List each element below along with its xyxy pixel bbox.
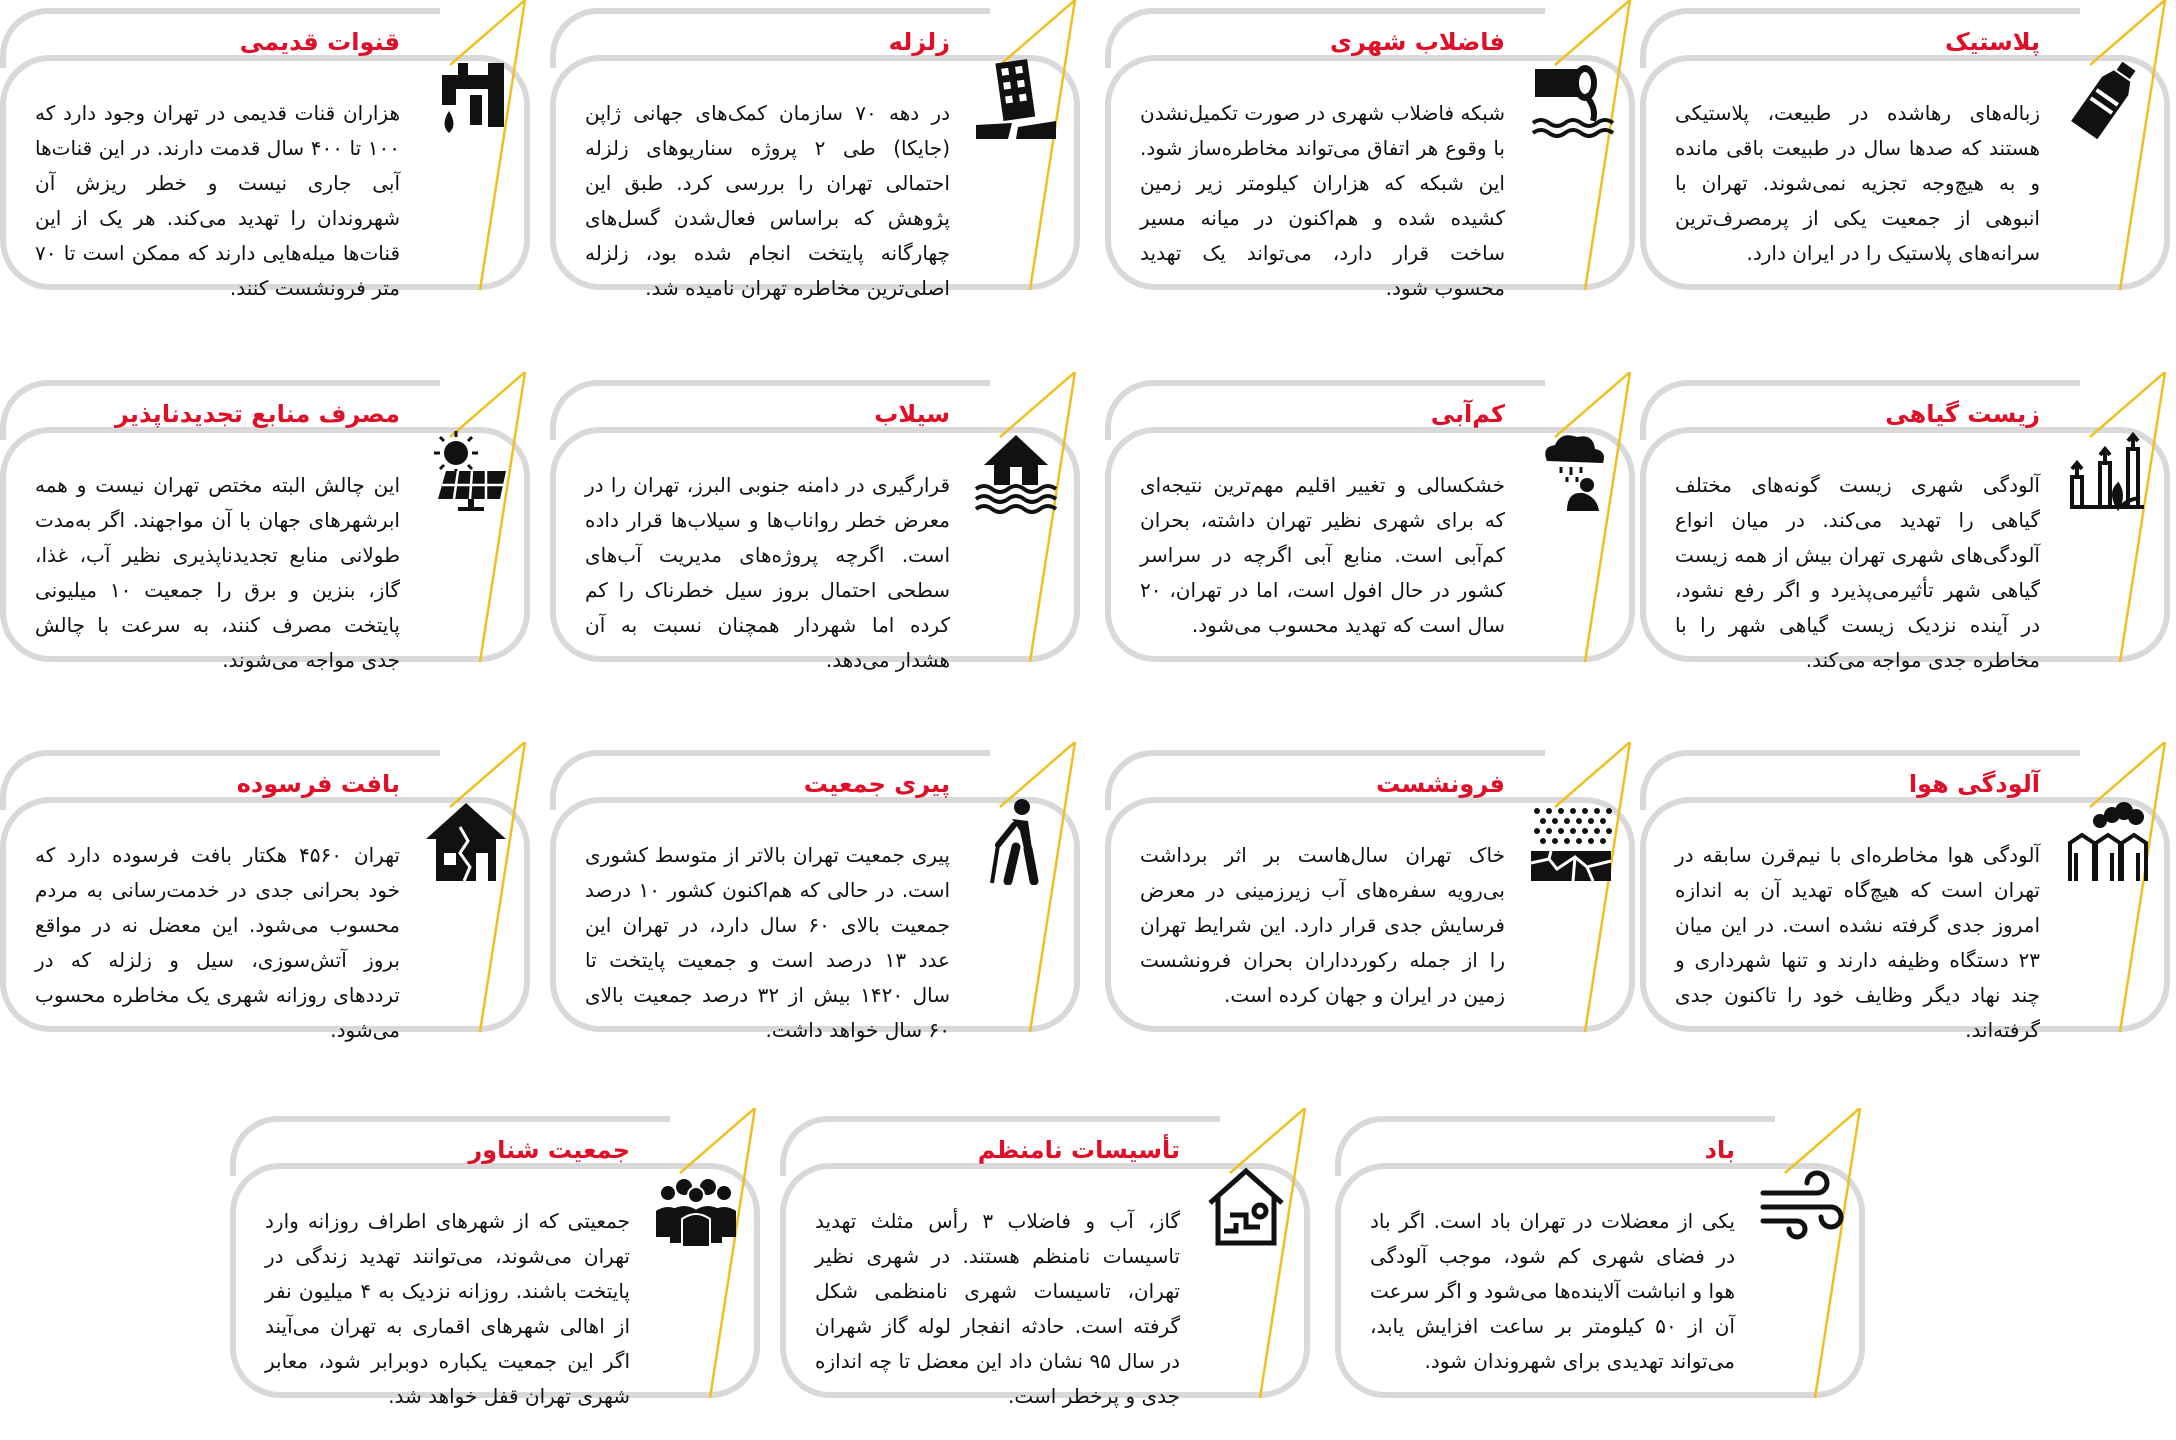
card-title: پیری جمعیت [803,770,950,798]
risk-card-qanats [0,0,530,300]
card-text: گاز، آب و فاضلاب ۳ رأس مثلث تهدید تاسیسات نامنظم هستند. در شهری نظیر تهران، تاسیسات شهری نامنظمی شکل گرفته است. حادثه انفجار لوله گاز شهران در سال ۹۵ نشان داد این معضل تا چه اندازه جدی و پرخطر است. [815,1209,1180,1408]
ground-subsidence-icon [1527,797,1615,885]
card-title: باد [1704,1136,1735,1164]
card-text: این چالش البته مختص تهران نیست و همه ابرشهرهای جهان با آن مواجهند. اگر به‌مدت طولانی منابع تجدیدناپذیری نظیر آب، غذا، گاز، بنزین و برق را جمعیت ۱۰ میلیونی پایتخت مصرف کنند، به سرعت با چالش جدی مواجه می‌شوند. [35,473,400,672]
risk-card-old-fabric [0,742,530,1042]
risk-card-flood [550,372,1080,672]
card-text: آلودگی شهری زیست گونه‌های مختلف گیاهی را تهدید می‌کند. در میان انواع آلودگی‌های شهری تهران بیش از همه زیست گیاهی شهر تأثیرمی‌پذیرد و اگر رفع نشود، در آینده نزدیک زیست گیاهی شهر را با مخاطره جدی مواجه می‌کند. [1675,473,2040,672]
card-title: تأسیسات نامنظم [977,1136,1180,1164]
card-text: زباله‌های رهاشده در طبیعت، پلاستیکی هستند که صدها سال در طبیعت باقی مانده و به هیچ‌وجه تجزیه نمی‌شوند. تهران با انبوهی از جمعیت یکی از پرمصرف‌ترین سرانه‌های پلاستیک را در ایران دارد. [1675,101,2040,265]
card-title: سیلاب [874,400,950,428]
risk-card-subsidence [1105,742,1635,1032]
solar-panel-icon [422,427,510,515]
sewage-pipe-icon [1527,55,1615,143]
plant-growth-icon [2062,427,2150,515]
card-title: زیست گیاهی [1885,400,2040,428]
card-text: خشکسالی و تغییر اقلیم مهم‌ترین نتیجه‌ای که برای شهری نظیر تهران داشته، بحران کم‌آبی است. منابع آبی اگرچه در سراسر کشور در حال افول است، اما در تهران، ۲۰ سال است که تهدید محسوب می‌شود. [1140,473,1505,637]
risk-card-floating-population [230,1108,760,1408]
crowd-people-icon [652,1163,740,1251]
house-utilities-icon [1202,1163,1290,1251]
card-text: جمعیتی که از شهرهای اطراف روزانه وارد تهران می‌شوند، می‌توانند تهدید زندگی در پایتخت باشند. روزانه نزدیک به ۴ میلیون نفر از اهالی شهرهای اقماری به تهران می‌آیند اگر این جمعیت یکباره دوبرابر شود، معابر شهری تهران قفل خواهد شد. [265,1209,630,1408]
card-title: فرونشست [1376,770,1505,798]
plastic-bottle-icon [2062,55,2150,143]
card-title: فاضلاب شهری [1330,28,1505,56]
card-text: تهران ۴۵۶۰ هکتار بافت فرسوده دارد که خود بحرانی جدی در خدمت‌رسانی به مردم محسوب می‌شود. این معضل نه در مواقع بروز آتش‌سوزی، سیل و زلزله که در ترددهای روزانه شهری یک مخاطره محسوب می‌شود. [35,843,400,1042]
drought-cloud-icon [1527,427,1615,515]
card-title: مصرف منابع تجدیدناپذیر [115,400,400,428]
elderly-person-icon [972,797,1060,885]
risk-card-aging [550,742,1080,1042]
risk-card-sewage [1105,0,1635,300]
card-title: قنوات قدیمی [239,28,400,56]
card-title: زلزله [888,28,950,56]
risk-card-wind [1335,1108,1865,1398]
collapsing-building-icon [972,55,1060,143]
card-text: آلودگی هوا مخاطره‌ای با نیم‌قرن سابقه در تهران است که هیچ‌گاه تهدید آن به اندازه امروز جدی گرفته نشده است. در این میان ۲۳ دستگاه وظیفه دارند و تنها شهرداری و چند نهاد دیگر وظایف خود را تاکنون جدی گرفته‌اند. [1675,843,2040,1042]
card-title: جمعیت شناور [468,1136,630,1164]
card-text: شبکه فاضلاب شهری در صورت تکمیل‌نشدن با وقوع هر اتفاق می‌تواند مخاطره‌ساز شود. این شبکه که هزاران کیلومتر زیر زمین کشیده شده و هم‌اکنون در میانه مسیر ساخت قرار دارد، می‌تواند یک تهدید محسوب شود. [1140,101,1505,300]
card-title: پلاستیک [1944,28,2040,56]
wind-icon [1757,1163,1845,1251]
card-text: پیری جمعیت تهران بالاتر از متوسط کشوری است. در حالی که هم‌اکنون کشور ۱۰ درصد جمعیت بالای ۶۰ سال دارد، در تهران این عدد ۱۳ درصد است و جمعیت پایتخت تا سال ۱۴۲۰ بیش از ۳۲ درصد جمعیت بالای ۶۰ سال خواهد داشت. [585,843,951,1042]
card-title: آلودگی هوا [1908,770,2040,798]
damaged-house-icon [422,797,510,885]
risk-card-nonrenewable [0,372,530,672]
risk-card-water-shortage [1105,372,1635,662]
card-text: خاک تهران سال‌هاست بر اثر برداشت بی‌رویه سفره‌های آب زیرزمینی در معرض فرسایش جدی قرار دارد. این شرایط تهران را از جمله رکورد‌داران بحران فرونشست زمین در ایران و جهان کرده است. [1140,843,1505,1007]
risk-card-earthquake [550,0,1080,300]
card-text: قرارگیری در دامنه جنوبی البرز، تهران را در معرض خطر رواناب‌ها و سیلاب‌ها قرار داده است. اگرچه پروژه‌های مدیریت آب‌های سطحی احتمال بروز سیل خطرناک را کم کرده اما شهردار همچنان نسبت به آن هشدار می‌دهد. [585,473,950,672]
water-tap-icon [422,55,510,143]
flooded-house-icon [972,427,1060,515]
card-title: بافت فرسوده [236,770,400,798]
card-text: در دهه ۷۰ سازمان کمک‌های جهانی ژاپن (جایکا) طی ۲ پروژه سناریوهای زلزله احتمالی تهران را بررسی کرد. طبق این پژوهش که براساس فعال‌شدن گسل‌های چهارگانه پایتخت انجام شده بود، زلزله اصلی‌ترین مخاطره تهران نامیده شد. [585,101,951,300]
card-text: یکی از معضلات در تهران باد است. اگر باد در فضای شهری کم شود، موجب آلودگی هوا و انباشت آلاینده‌ها می‌شود و اگر سرعت آن از ۵۰ کیلومتر بر ساعت افزایش یابد، می‌تواند تهدیدی برای شهروندان شود. [1370,1209,1735,1373]
card-title: کم‌آبی [1430,400,1505,428]
factory-smoke-icon [2062,797,2150,885]
risk-card-air-pollution [1640,742,2170,1042]
risk-card-vegetation [1640,372,2170,672]
risk-card-plastic [1640,0,2170,290]
risk-card-irregular-utilities [780,1108,1310,1408]
card-text: هزاران قنات قدیمی در تهران وجود دارد که ۱۰۰ تا ۴۰۰ سال قدمت دارند. در این قنات‌ها آبی جاری نیست و خطر ریزش آن شهروندان را تهدید می‌کند. هر یک از این قنات‌ها میله‌هایی دارند که ممکن است تا ۷۰ متر فرونشست کنند. [35,101,400,300]
